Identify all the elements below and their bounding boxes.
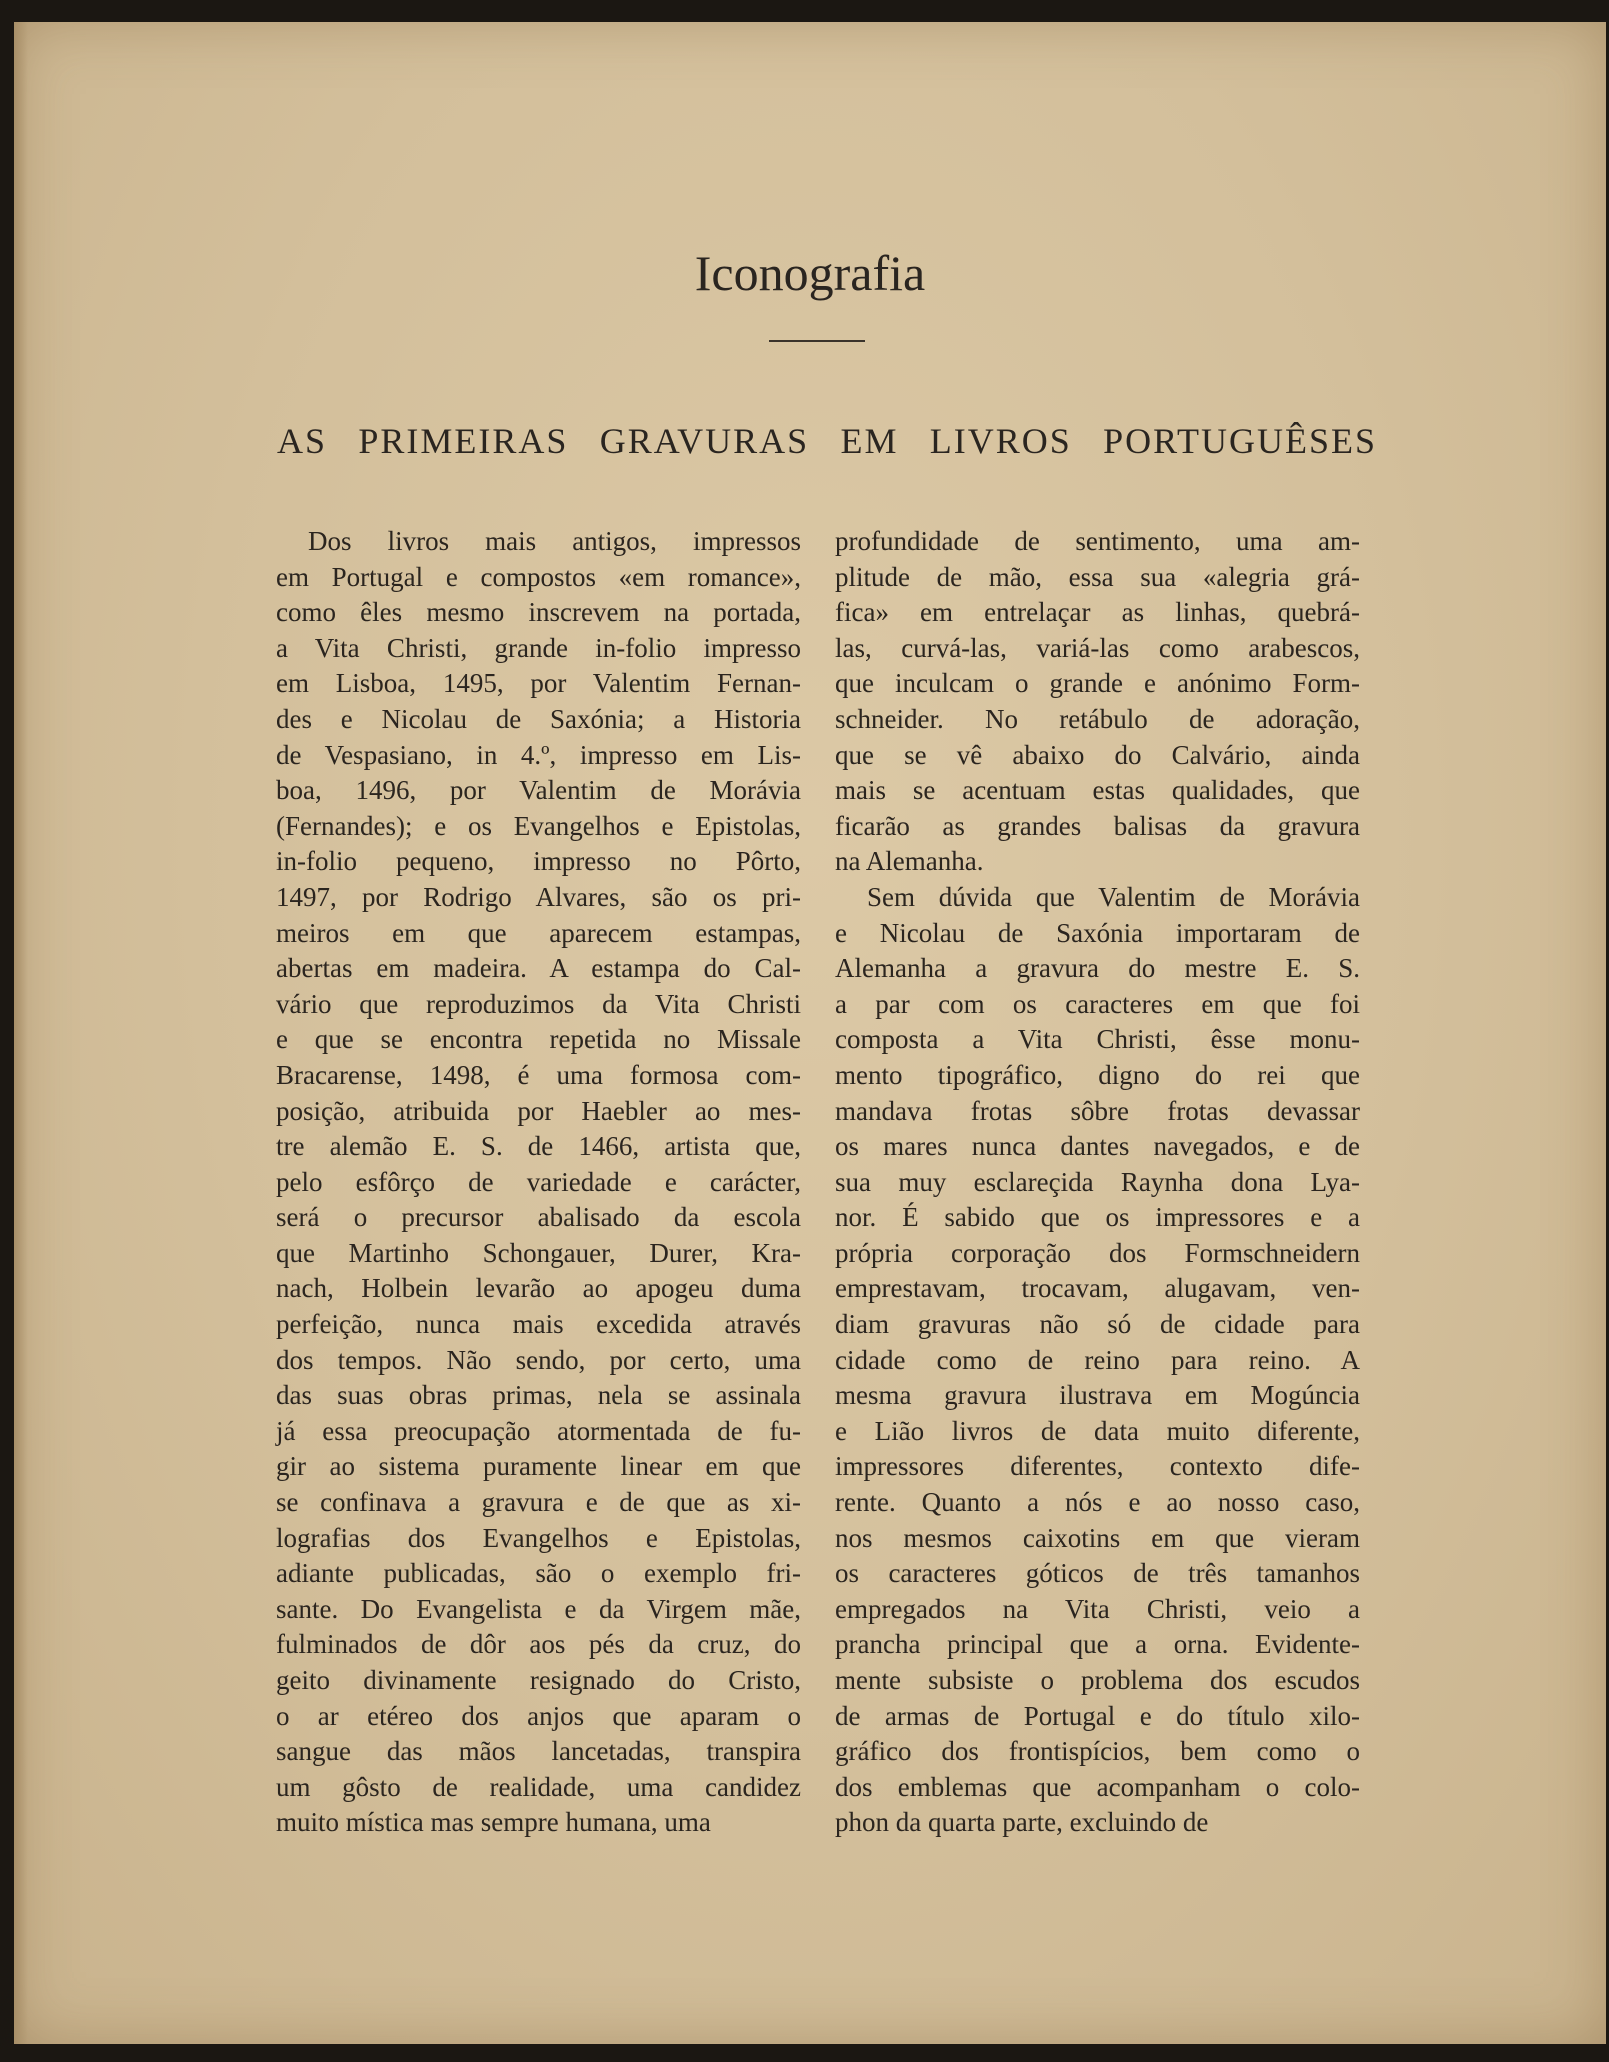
text-line: que Martinho Schongauer, Durer, Kra- <box>276 1237 801 1268</box>
text-line: prancha principal que a orna. Evidente- <box>835 1629 1360 1660</box>
text-line: sua muy esclareçida Raynha dona Lya- <box>835 1166 1360 1197</box>
text-line: posição, atribuida por Haebler ao mes- <box>276 1095 801 1126</box>
text-line: phon da quarta parte, excluindo de <box>835 1807 1209 1838</box>
text-line: que se vê abaixo do Calvário, ainda <box>835 739 1360 770</box>
text-line: se confinava a gravura e de que as xi- <box>276 1487 801 1518</box>
text-line: cidade como de reino para reino. A <box>835 1344 1360 1375</box>
text-line: ficarão as grandes balisas da gravura <box>835 810 1360 841</box>
text-line: (Fernandes); e os Evangelhos e Epistolas, <box>276 810 801 841</box>
text-line: rente. Quanto a nós e ao nosso caso, <box>835 1487 1360 1518</box>
page-title: Iconografia <box>694 245 926 301</box>
text-line: perfeição, nunca mais excedida através <box>276 1309 801 1340</box>
text-line: os mares nunca dantes navegados, e de <box>835 1131 1360 1162</box>
text-line: meiros em que aparecem estampas, <box>276 917 801 948</box>
text-line: própria corporação dos Formschneidern <box>835 1237 1360 1268</box>
text-line: tre alemão E. S. de 1466, artista que, <box>276 1131 801 1162</box>
text-line: e Nicolau de Saxónia importaram de <box>835 917 1360 948</box>
text-line: gráfico dos frontispícios, bem como o <box>835 1736 1360 1767</box>
text-line: mente subsiste o problema dos escudos <box>835 1665 1360 1695</box>
text-line: las, curvá-las, variá-las como arabescos, <box>835 632 1360 663</box>
text-line: impressores diferentes, contexto dife- <box>835 1451 1360 1482</box>
text-line: Bracarense, 1498, é uma formosa com- <box>276 1059 801 1090</box>
right-text-column <box>835 524 1360 1841</box>
text-line: a par com os caracteres em que foi <box>835 988 1360 1019</box>
text-line: vário que reproduzimos da Vita Christi <box>276 988 801 1019</box>
text-line: Sem dúvida que Valentim de Morávia <box>867 881 1360 912</box>
text-line: os caracteres góticos de três tamanhos <box>835 1558 1360 1589</box>
text-line: mento tipográfico, digno do rei que <box>835 1059 1360 1090</box>
text-line: e que se encontra repetida no Missale <box>276 1024 801 1055</box>
text-line: fulminados de dôr aos pés da cruz, do <box>276 1629 801 1660</box>
text-line: nach, Holbein levarão ao apogeu duma <box>276 1273 801 1304</box>
text-line: como êles mesmo inscrevem na portada, <box>276 597 801 628</box>
text-line: nos mesmos caixotins em que vieram <box>835 1522 1360 1553</box>
text-line: fica» em entrelaçar as linhas, quebrá- <box>835 597 1360 628</box>
text-line: sante. Do Evangelista e da Virgem mãe, <box>276 1593 801 1624</box>
text-line: emprestavam, trocavam, alugavam, ven- <box>835 1273 1360 1304</box>
text-line: um gôsto de realidade, uma candidez <box>276 1771 801 1802</box>
text-line: schneider. No retábulo de adoração, <box>835 703 1360 734</box>
text-line: boa, 1496, por Valentim de Morávia <box>276 775 801 806</box>
text-line: será o precursor abalisado da escola <box>276 1202 801 1233</box>
text-line: gir ao sistema puramente linear em que <box>276 1451 801 1482</box>
text-line: lografias dos Evangelhos e Epistolas, <box>276 1522 801 1553</box>
text-line: in-folio pequeno, impresso no Pôrto, <box>276 846 801 877</box>
text-line: sangue das mãos lancetadas, transpira <box>276 1736 801 1767</box>
text-line: já essa preocupação atormentada de fu- <box>276 1415 801 1446</box>
text-line: de armas de Portugal e do título xilo- <box>835 1700 1360 1731</box>
text-line: geito divinamente resignado do Cristo, <box>276 1665 801 1695</box>
text-line: des e Nicolau de Saxónia; a Historia <box>276 703 801 734</box>
text-line: mandava frotas sôbre frotas devassar <box>835 1095 1360 1126</box>
text-line: a Vita Christi, grande in-folio impresso <box>276 632 801 663</box>
text-line: dos emblemas que acompanham o colo- <box>835 1771 1360 1802</box>
text-line: composta a Vita Christi, êsse monu- <box>835 1024 1360 1055</box>
text-line: diam gravuras não só de cidade para <box>835 1309 1360 1340</box>
text-line: Dos livros mais antigos, impressos <box>308 526 801 556</box>
text-line: dos tempos. Não sendo, por certo, uma <box>276 1344 801 1375</box>
text-line: profundidade de sentimento, uma am- <box>835 526 1360 556</box>
text-line: adiante publicadas, são o exemplo fri- <box>276 1558 801 1589</box>
text-line: mais se acentuam estas qualidades, que <box>835 775 1360 806</box>
text-line: em Lisboa, 1495, por Valentim Fernan- <box>276 668 801 699</box>
text-line: nor. É sabido que os impressores e a <box>835 1202 1360 1233</box>
article-heading: AS PRIMEIRAS GRAVURAS EM LIVROS PORTUGUÊSES <box>277 421 1377 461</box>
text-line: de Vespasiano, in 4.º, impresso em Lis- <box>276 739 801 770</box>
text-line: abertas em madeira. A estampa do Cal- <box>276 953 801 984</box>
text-line: Alemanha a gravura do mestre E. S. <box>835 953 1360 984</box>
text-line: o ar etéreo dos anjos que aparam o <box>276 1700 801 1731</box>
text-line: empregados na Vita Christi, veio a <box>835 1593 1360 1624</box>
text-line: na Alemanha. <box>835 846 984 877</box>
text-line: 1497, por Rodrigo Alvares, são os pri- <box>276 881 801 912</box>
text-line: muito mística mas sempre humana, uma <box>276 1807 711 1838</box>
text-line: das suas obras primas, nela se assinala <box>276 1380 801 1411</box>
text-line: em Portugal e compostos «em romance», <box>276 561 801 592</box>
text-line: plitude de mão, essa sua «alegria grá- <box>835 561 1360 592</box>
title-rule <box>769 340 865 342</box>
text-line: que inculcam o grande e anónimo Form- <box>835 668 1360 699</box>
left-text-column <box>276 524 801 1841</box>
text-line: pelo esfôrço de variedade e carácter, <box>276 1166 801 1197</box>
text-line: e Lião livros de data muito diferente, <box>835 1415 1360 1446</box>
text-line: mesma gravura ilustrava em Mogúncia <box>835 1380 1360 1411</box>
document-page <box>14 22 1606 2044</box>
